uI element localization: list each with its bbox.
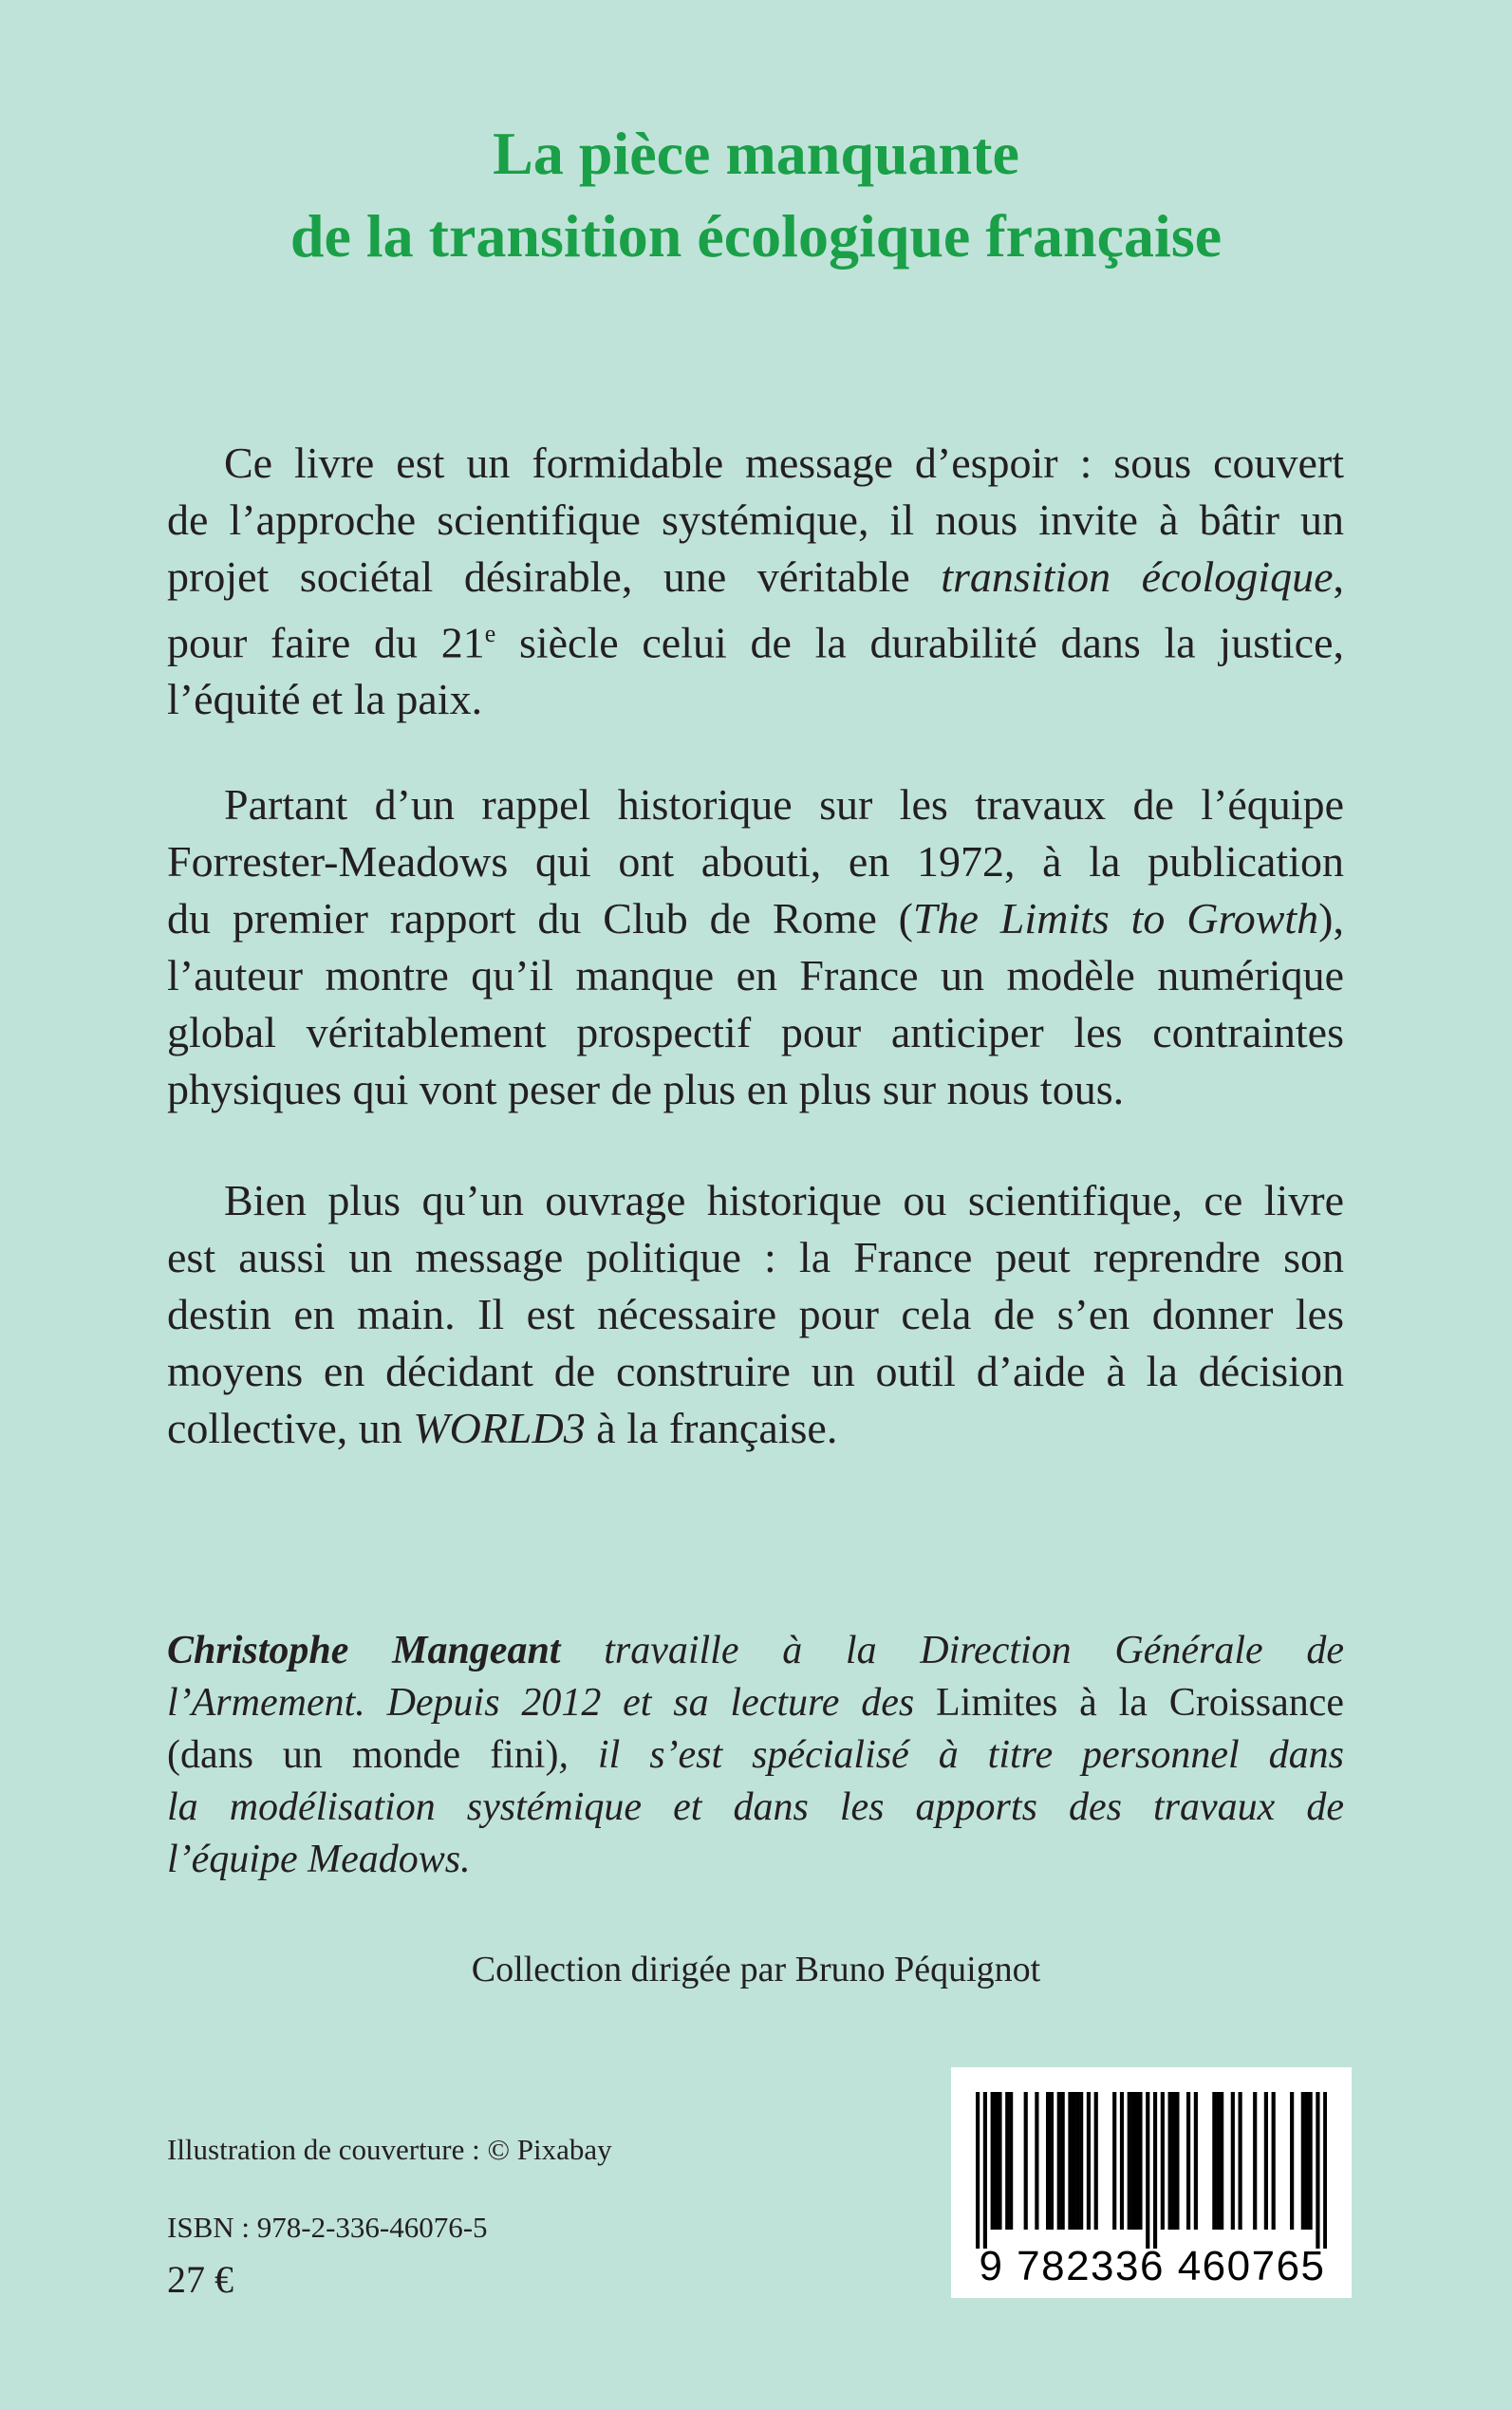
- barcode-bar: [1120, 2092, 1124, 2230]
- barcode-bar: [1220, 2092, 1223, 2230]
- barcode-bar: [1050, 2092, 1054, 2230]
- barcode-bar: [991, 2092, 995, 2230]
- barcode-bar: [1239, 2092, 1242, 2230]
- bio-line-4: la modélisation systémique et dans les apports des travaux de: [167, 1785, 1344, 1829]
- price: 27 €: [167, 2258, 233, 2301]
- author-bio: [167, 1625, 1344, 1886]
- barcode-bar: [1112, 2092, 1116, 2230]
- barcode-bar: [1264, 2092, 1268, 2230]
- barcode-bar: [1068, 2092, 1072, 2230]
- blurb-paragraph-2: [167, 776, 1344, 1118]
- barcode-bar: [1128, 2092, 1131, 2230]
- bio-line-3: (dans un monde fini), il s’est spécialisé à titre personnel dans: [167, 1733, 1344, 1777]
- isbn: ISBN : 978-2-336-46076-5: [167, 2211, 488, 2244]
- barcode-bar: [1161, 2092, 1165, 2230]
- barcode-bar: [1253, 2092, 1257, 2230]
- barcode-bar: [1186, 2092, 1190, 2230]
- author-name: Christophe Mangeant: [167, 1629, 561, 1672]
- barcode-bar: [1075, 2092, 1079, 2230]
- book-title: [0, 112, 1512, 277]
- p3-line-1: Bien plus qu’un ouvrage historique ou scientifique, ce livre: [224, 1176, 1344, 1224]
- barcode-bar: [1046, 2092, 1050, 2230]
- barcode-bar: [1131, 2092, 1135, 2230]
- barcode-bar: [1138, 2092, 1142, 2230]
- blurb-paragraph-3: [167, 1172, 1344, 1457]
- barcode-bar: [1301, 2092, 1305, 2230]
- barcode-bars: [976, 2092, 1327, 2249]
- barcode-bar: [1309, 2092, 1313, 2230]
- barcode-bar: [1057, 2092, 1061, 2230]
- barcode-bar: [1231, 2092, 1235, 2230]
- barcode-bar: [1316, 2092, 1319, 2249]
- p3-line-3: destin en main. Il est nécessaire pour cela de s’en donner les: [167, 1290, 1344, 1338]
- barcode-bar: [1061, 2092, 1065, 2230]
- barcode-bar: [1005, 2092, 1009, 2230]
- barcode-bar: [998, 2092, 1001, 2230]
- barcode-bar: [1146, 2092, 1149, 2249]
- barcode-bar: [1168, 2092, 1172, 2230]
- p2-line-5: global véritablement prospectif pour anticiper les contraintes: [167, 1008, 1344, 1056]
- title-line-2: de la transition écologique française: [289, 202, 1223, 270]
- barcode-bar: [1216, 2092, 1220, 2230]
- barcode-bar: [1153, 2092, 1157, 2249]
- bio-line-1: Christophe Mangeant travaille à la Direction Générale de: [167, 1629, 1344, 1672]
- barcode-bar: [1087, 2092, 1091, 2230]
- barcode-bar: [1079, 2092, 1083, 2230]
- barcode-bar: [1171, 2092, 1175, 2230]
- p1-line-3: projet sociétal désirable, une véritable transition écologique,: [167, 552, 1344, 601]
- barcode-digits: 9 782336 460765: [979, 2243, 1326, 2289]
- italic-model-name: WORLD3: [413, 1404, 586, 1452]
- barcode-bar: [1134, 2092, 1138, 2230]
- barcode-bar: [976, 2092, 980, 2249]
- barcode-bar: [1194, 2092, 1198, 2230]
- title-line-1: La pièce manquante: [493, 120, 1019, 187]
- p1-line-1: Ce livre est un formidable message d’espoir : sous couvert: [224, 439, 1344, 487]
- italic-term: transition écologique: [941, 552, 1334, 601]
- italic-title: The Limits to Growth: [912, 894, 1319, 943]
- barcode-bar: [994, 2092, 998, 2230]
- barcode-bar: [1024, 2092, 1028, 2230]
- barcode-bar: [983, 2092, 987, 2249]
- p3-line-5: collective, un WORLD3 à la française.: [167, 1404, 838, 1452]
- cover-illustration-credit: Illustration de couverture : © Pixabay: [167, 2133, 612, 2166]
- p3-line-4: moyens en décidant de construire un outil d’aide à la décision: [167, 1347, 1344, 1395]
- barcode-bar: [1072, 2092, 1075, 2230]
- p1-line-4: pour faire du 21e siècle celui de la durabilité dans la justice,: [167, 618, 1344, 667]
- barcode-bar: [1305, 2092, 1309, 2230]
- p2-line-4: l’auteur montre qu’il manque en France un modèle numérique: [167, 951, 1344, 999]
- barcode: [951, 2067, 1352, 2298]
- bio-line-2: l’Armement. Depuis 2012 et sa lecture des Limites à la Croissance: [167, 1681, 1344, 1725]
- barcode-bar: [1035, 2092, 1038, 2230]
- p3-line-2: est aussi un message politique : la France peut reprendre son: [167, 1233, 1344, 1281]
- barcode-bar: [1094, 2092, 1098, 2230]
- p1-line-5: l’équité et la paix.: [167, 675, 483, 724]
- p2-line-2: Forrester-Meadows qui ont abouti, en 1972, à la publication: [167, 837, 1344, 886]
- barcode-bar: [1009, 2092, 1013, 2230]
- barcode-bar: [1212, 2092, 1216, 2230]
- barcode-bar: [1175, 2092, 1179, 2230]
- p1-line-2: de l’approche scientifique systémique, il nous invite à bâtir un: [167, 495, 1344, 544]
- barcode-bar: [1290, 2092, 1294, 2230]
- barcode-bar: [1323, 2092, 1327, 2249]
- p2-line-6: physiques qui vont peser de plus en plus sur nous tous.: [167, 1065, 1125, 1113]
- superscript: e: [484, 620, 496, 647]
- p2-line-3: du premier rapport du Club de Rome (The Limits to Growth),: [167, 894, 1344, 943]
- bio-line-5: l’équipe Meadows.: [167, 1838, 471, 1881]
- collection-editor: Collection dirigée par Bruno Péquignot: [471, 1950, 1041, 1989]
- blurb-paragraph-1: [167, 435, 1344, 728]
- p2-line-1: Partant d’un rappel historique sur les travaux de l’équipe: [224, 780, 1344, 829]
- barcode-bar: [1272, 2092, 1276, 2230]
